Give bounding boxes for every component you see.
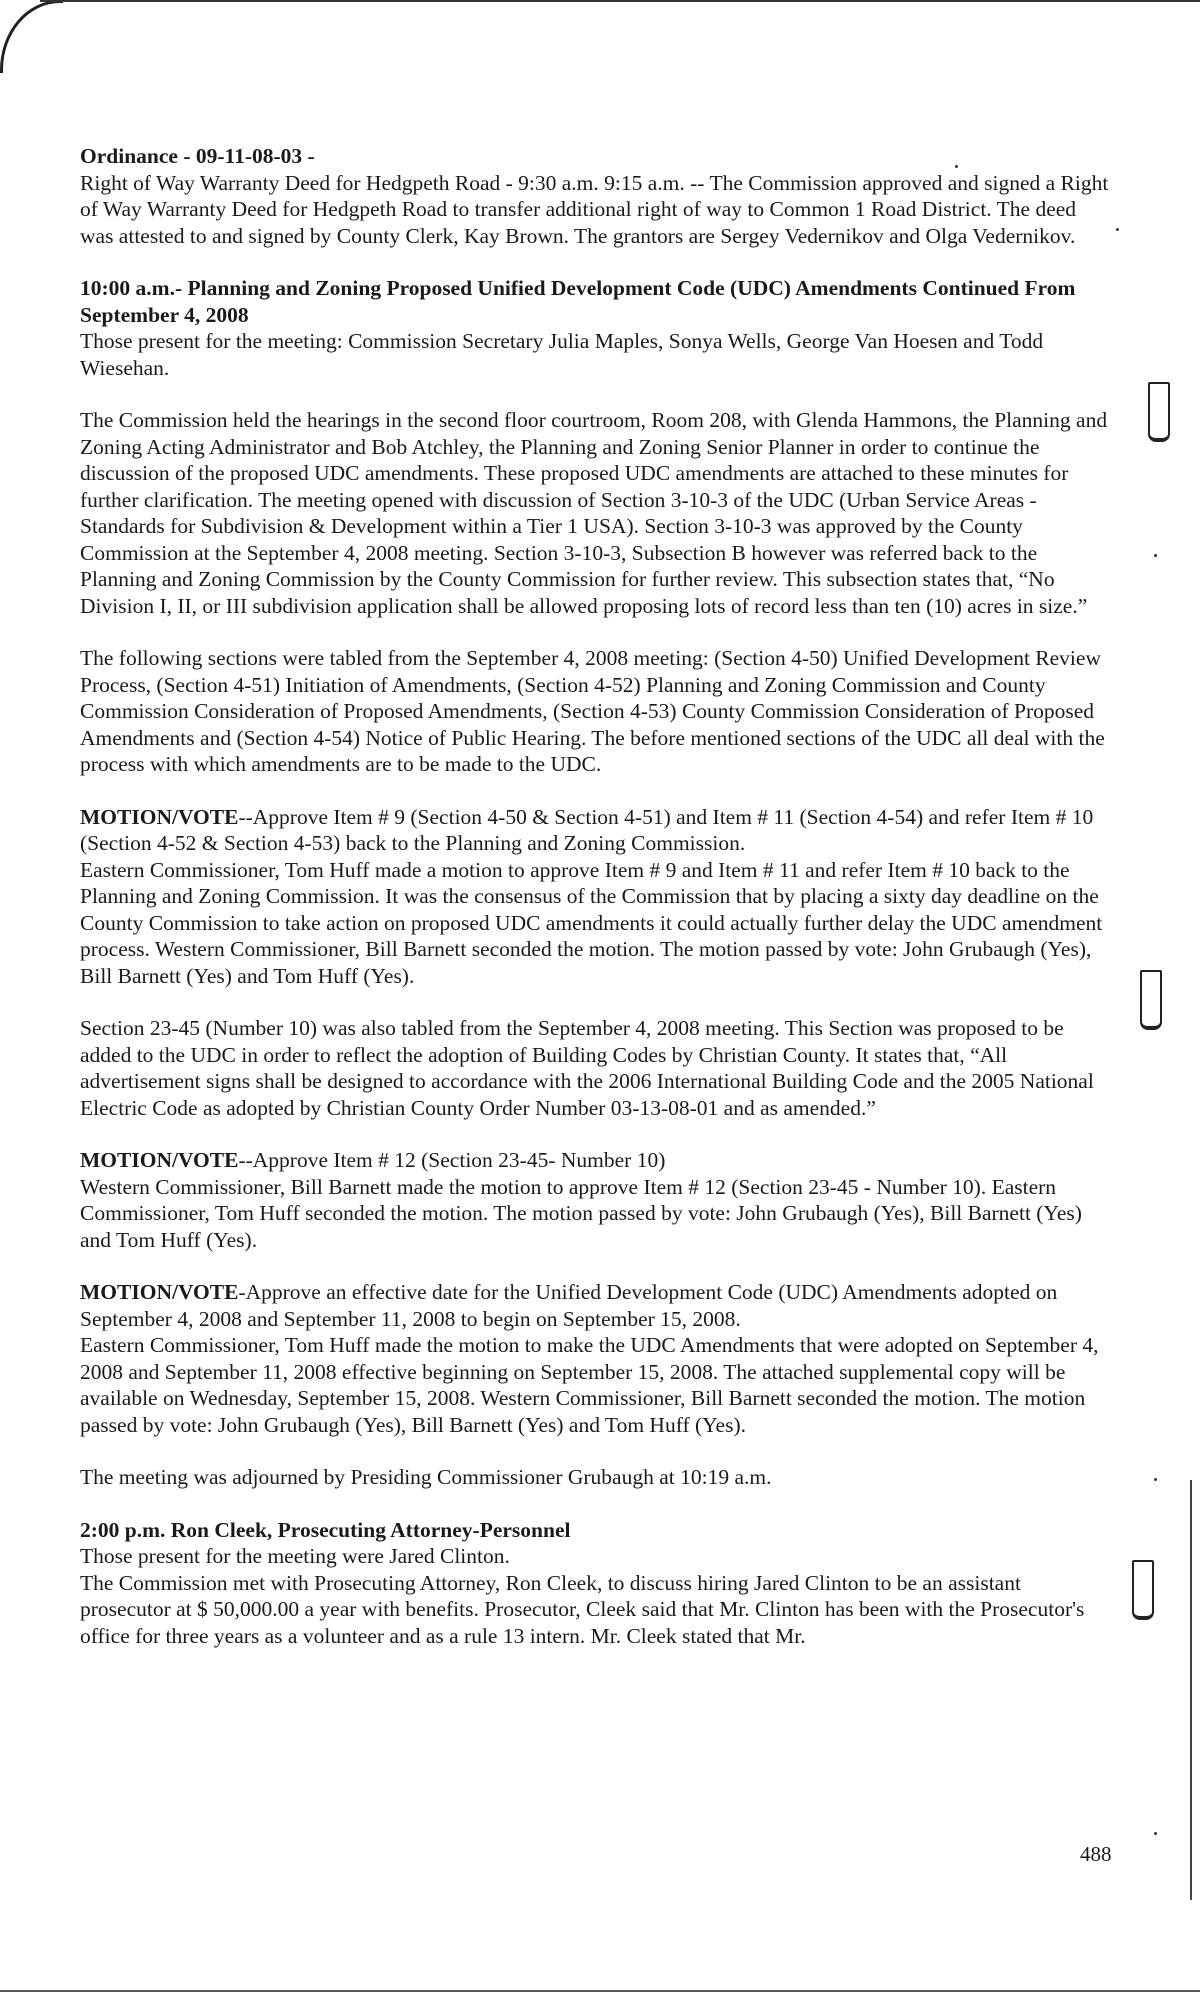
udc-section bbox=[80, 275, 1110, 381]
tabled-sections-paragraph bbox=[80, 645, 1110, 778]
ordinance-section bbox=[80, 143, 1110, 249]
scan-corner-artifact bbox=[0, 0, 63, 73]
motion-1-summary bbox=[80, 804, 1110, 857]
afternoon-section bbox=[80, 1517, 1110, 1650]
hearing-text: The Commission held the hearings in the second floor courtroom, Room 208, with Glenda Hammons, the Planning and Zoning Acting Administrator and Bob Atchley, the Planning and Zoning Senior Planner in order to continue the discussion of the proposed UDC amendments. These proposed UDC amendments are attached to these minutes for further clarification. The meeting opened with discussion of Section 3-10-3 of the UDC (Urban Service Areas - Standards for Subdivision & Development within a Tier 1 USA). Section 3-10-3 was approved by the County Commission at the September 4, 2008 meeting. Section 3-10-3, Subsection B however was referred back to the Planning and Zoning Commission by the County Commission for further review. This subsection states that, “No Division I, II, or III subdivision application shall be allowed proposing lots of record less than ten (10) acres in size.” bbox=[80, 408, 1108, 618]
scan-speck bbox=[1154, 554, 1157, 557]
motion-vote-1 bbox=[80, 804, 1110, 990]
motion-1-label: MOTION/VOTE bbox=[80, 804, 239, 829]
udc-heading: 10:00 a.m.- Planning and Zoning Proposed Unified Development Code (UDC) Amendments Continued From September 4, 2008 bbox=[80, 276, 1076, 327]
ordinance-heading: Ordinance - 09-11-08-03 - bbox=[80, 144, 315, 168]
udc-attendees: Those present for the meeting: Commission Secretary Julia Maples, Sonya Wells, George Van Hoesen and Todd Wiesehan. bbox=[80, 329, 1044, 380]
motion-3-summary bbox=[80, 1279, 1110, 1332]
margin-bracket-mark bbox=[1148, 382, 1170, 442]
motion-1-summary-text: --Approve Item # 9 (Section 4-50 & Section 4-51) and Item # 11 (Section 4-54) and refer Item # 10 (Section 4-52 & Section 4-53) back to the Planning and Zoning Commission. bbox=[80, 804, 1094, 855]
adjourned-text: The meeting was adjourned by Presiding Commissioner Grubaugh at 10:19 a.m. bbox=[80, 1465, 772, 1489]
margin-bracket-mark bbox=[1140, 970, 1162, 1030]
scan-speck bbox=[1154, 1478, 1157, 1481]
afternoon-heading: 2:00 p.m. Ron Cleek, Prosecuting Attorney-Personnel bbox=[80, 1517, 571, 1542]
motion-2-body: Western Commissioner, Bill Barnett made the motion to approve Item # 12 (Section 23-45 - Number 10). Eastern Commissioner, Tom Huff seconded the motion. The motion passed by vote: John Grubaugh (Yes), Bill Barnett (Yes) and Tom Huff (Yes). bbox=[80, 1174, 1082, 1252]
motion-2-label: MOTION/VOTE bbox=[80, 1148, 239, 1172]
motion-3-label: MOTION/VOTE bbox=[80, 1280, 239, 1304]
afternoon-text: The Commission met with Prosecuting Attorney, Ron Cleek, to discuss hiring Jared Clinton to be an assistant prosecutor at $ 50,000.00 a year with benefits. Prosecutor, Cleek said that Mr. Clinton has been with the Prosecutor's office for three years as a volunteer and as a rule 13 intern. Mr. Cleek stated that Mr. bbox=[80, 1570, 1085, 1648]
tabled-sections-text: The following sections were tabled from the September 4, 2008 meeting: (Section 4-50) Unified Development Review Process, (Section 4-51) Initiation of Amendments, (Section 4-52) Planning and Zoning Commission and County Commission Consideration of Proposed Amendments, (Section 4-53) County Commission Consideration of Proposed Amendments and (Section 4-54) Notice of Public Hearing. The before mentioned sections of the UDC all deal with the process with which amendments are to be made to the UDC. bbox=[80, 646, 1105, 776]
adjourned-paragraph bbox=[80, 1464, 1110, 1491]
motion-2-summary-text: --Approve Item # 12 (Section 23-45- Number 10) bbox=[238, 1148, 666, 1172]
margin-bracket-mark bbox=[1132, 1560, 1154, 1620]
scan-edge-bottom bbox=[0, 1990, 1200, 1992]
scan-speck bbox=[1116, 228, 1119, 231]
scan-edge-top bbox=[40, 0, 1200, 5]
scan-speck bbox=[955, 165, 958, 168]
afternoon-attendees: Those present for the meeting were Jared Clinton. bbox=[80, 1544, 510, 1568]
motion-2-summary bbox=[80, 1147, 1110, 1174]
motion-vote-2 bbox=[80, 1147, 1110, 1253]
section-23-45-text: Section 23-45 (Number 10) was also tabled from the September 4, 2008 meeting. This Section was proposed to be added to the UDC in order to reflect the adoption of Building Codes by Christian County. It states that, “All advertisement signs shall be designed to accordance with the 2006 International Building Code and the 2005 National Electric Code as adopted by Christian County Order Number 03-13-08-01 and as amended.” bbox=[80, 1016, 1094, 1120]
hearing-paragraph bbox=[80, 407, 1110, 619]
ordinance-text: Right of Way Warranty Deed for Hedgpeth Road - 9:30 a.m. 9:15 a.m. -- The Commission approved and signed a Right of Way Warranty Deed for Hedgpeth Road to transfer additional right of way to Common 1 Road District. The deed was attested to and signed by County Clerk, Kay Brown. The grantors are Sergey Vedernikov and Olga Vedernikov. bbox=[80, 170, 1109, 248]
page-number: 488 bbox=[1080, 1842, 1112, 1866]
motion-vote-3 bbox=[80, 1279, 1110, 1438]
section-23-45-paragraph bbox=[80, 1015, 1110, 1121]
scan-speck bbox=[1154, 1832, 1157, 1835]
motion-3-body: Eastern Commissioner, Tom Huff made the motion to make the UDC Amendments that were adopted on September 4, 2008 and September 11, 2008 effective beginning on September 15, 2008. The attached supplemental copy will be available on Wednesday, September 15, 2008. Western Commissioner, Bill Barnett seconded the motion. The motion passed by vote: John Grubaugh (Yes), Bill Barnett (Yes) and Tom Huff (Yes). bbox=[80, 1333, 1099, 1437]
document-body bbox=[80, 143, 1110, 1675]
motion-3-summary-text: -Approve an effective date for the Unified Development Code (UDC) Amendments adopted on September 4, 2008 and September 11, 2008 to begin on September 15, 2008. bbox=[80, 1280, 1058, 1331]
scan-edge-right bbox=[1190, 1480, 1192, 1900]
motion-1-body: Eastern Commissioner, Tom Huff made a motion to approve Item # 9 and Item # 11 and refer Item # 10 back to the Planning and Zoning Commission. It was the consensus of the Commission that by placing a sixty day deadline on the County Commission to take action on proposed UDC amendments it could actually further delay the UDC amendment process. Western Commissioner, Bill Barnett seconded the motion. The motion passed by vote: John Grubaugh (Yes), Bill Barnett (Yes) and Tom Huff (Yes). bbox=[80, 857, 1103, 988]
